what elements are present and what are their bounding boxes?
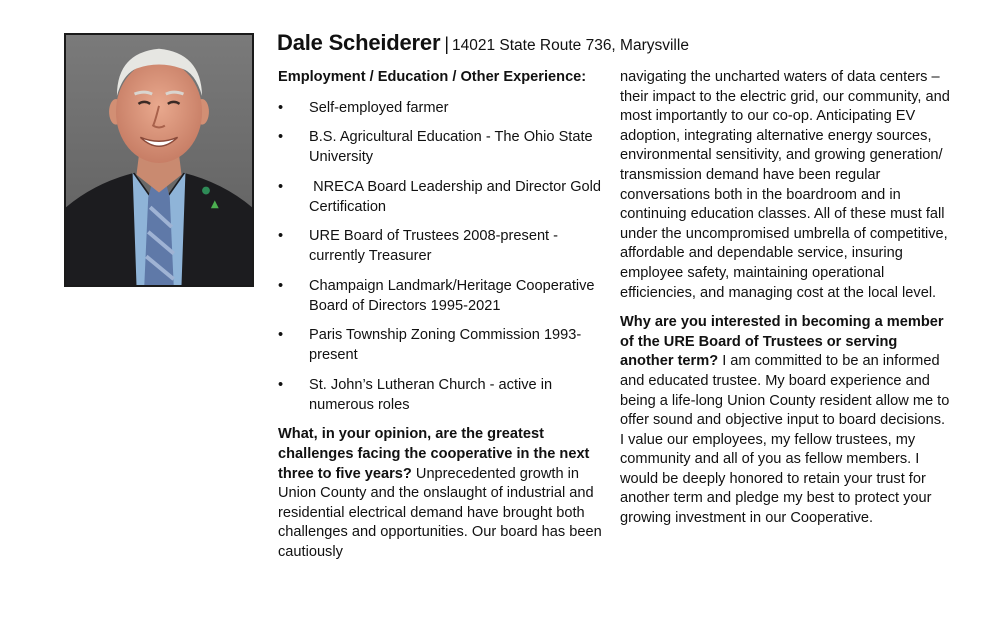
question-2-block: [620, 313, 950, 529]
answer-2: I am committed to be an informed and educated trustee. My board experience and being a life-long Union County resident allow me to offer sound and objective input to board decisions. I value our employees, my fellow trustees, my community and all of you as fellow members. I would be deeply honored to retain your trust for another term and pledge my best to protect your growing investment in our Cooperative.: [620, 353, 950, 527]
answer-1-part-1: Unprecedented growth in Union County and the onslaught of industrial and residential electrical demand have brought both challenges and opportunities. Our board has been cautiously: [278, 465, 602, 560]
candidate-address: 14021 State Route 736, Marysville: [452, 37, 689, 54]
experience-item: • Champaign Landmark/Heritage Cooperative Board of Directors 1995-2021: [278, 277, 603, 316]
experience-item: • URE Board of Trustees 2008-present - currently Treasurer: [278, 227, 603, 266]
candidate-header: [277, 30, 689, 56]
answer-1-continued: navigating the uncharted waters of data centers – their impact to the electric grid, our community, and most importantly to our co-op. Anticipating EV adoption, integrating alternative energy sources, environmental sensitivity, and growing generation/ transmission demand have been regular conversations both in the boardroom and in continuing education classes. All of these must fall under the uncompromised umbrella of competitive, affordable and dependable service, insuring employee safety, maintaining operational efficiencies, and managing cost at the local level.: [620, 69, 950, 301]
question-1-block: [278, 425, 603, 562]
experience-item: • Self-employed farmer: [278, 99, 603, 119]
left-column: [278, 68, 606, 573]
experience-item: • NRECA Board Leadership and Director Gold Certification: [278, 178, 603, 217]
question-1: What, in your opinion, are the greatest challenges facing the cooperative in the next three to five years?: [278, 426, 590, 482]
experience-item: • B.S. Agricultural Education - The Ohio State University: [278, 128, 603, 167]
experience-item: • Paris Township Zoning Commission 1993-present: [278, 326, 603, 365]
experience-heading: Employment / Education / Other Experience:: [278, 69, 587, 85]
portrait-illustration: [66, 35, 252, 285]
experience-item: • St. John’s Lutheran Church - active in numerous roles: [278, 376, 603, 415]
candidate-photo: [64, 33, 254, 287]
experience-list: [278, 99, 606, 416]
candidate-name: Dale Scheiderer: [277, 30, 441, 55]
header-separator: |: [444, 34, 449, 54]
question-2: Why are you interested in becoming a member of the URE Board of Trustees or serving another term?: [620, 314, 944, 370]
right-column: [620, 68, 950, 539]
